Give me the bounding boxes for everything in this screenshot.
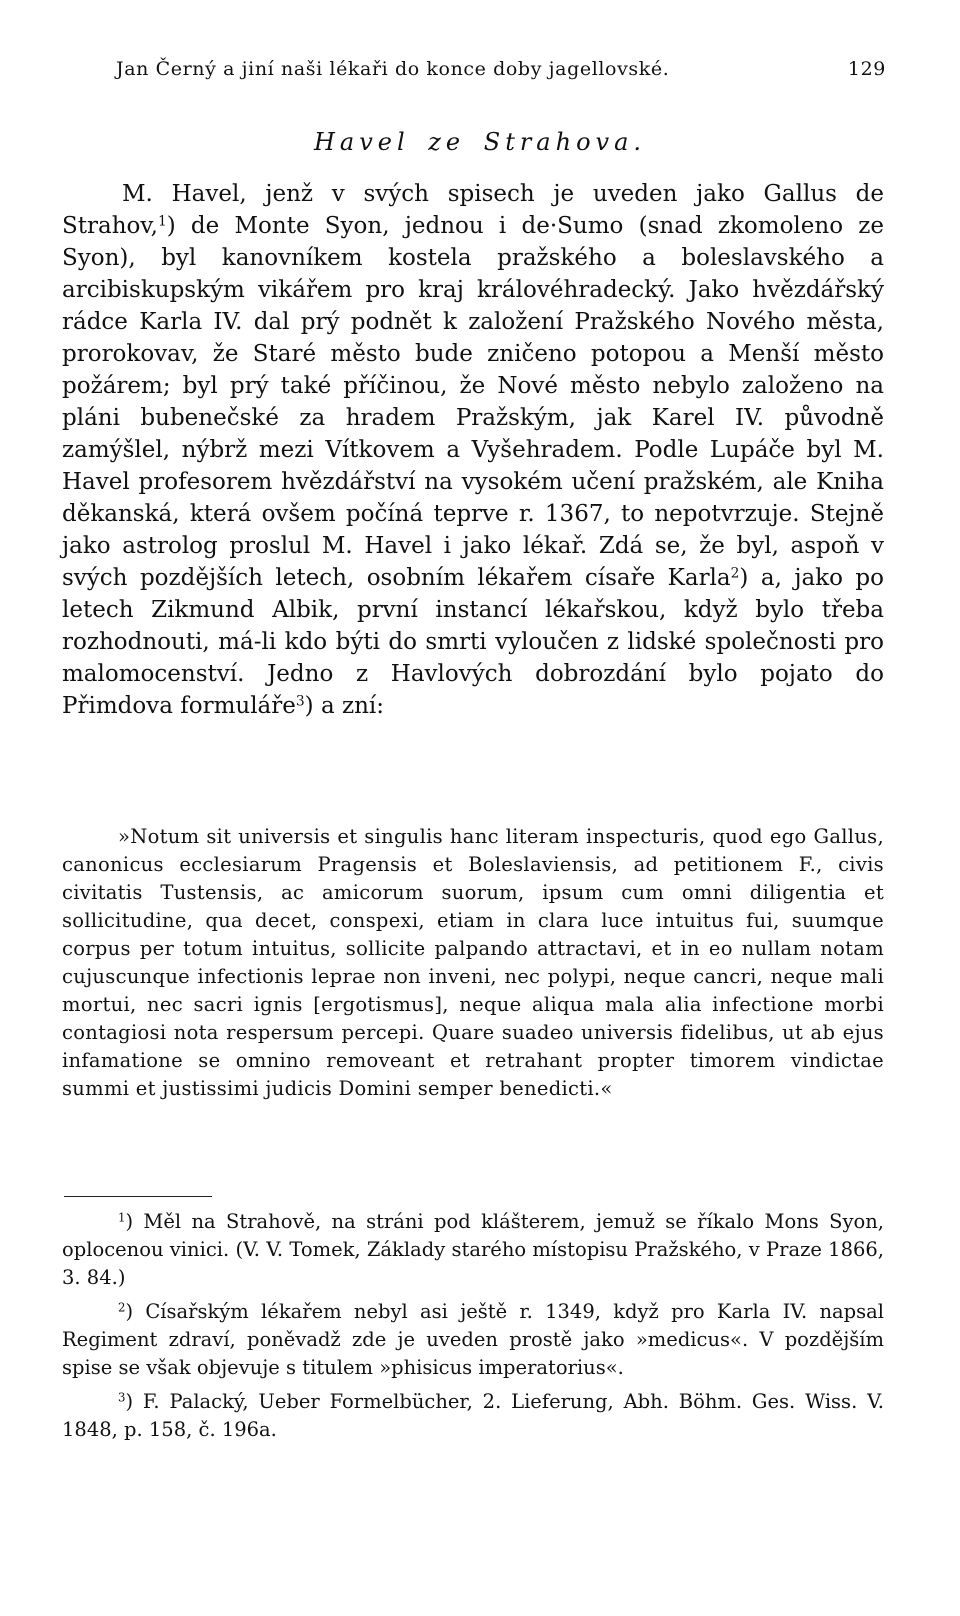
footnote-marker: 3 [118,1390,126,1405]
section-title: Havel ze Strahova. [313,128,647,156]
footnote-ref-3: 3 [295,693,305,710]
footnote-ref-1: 1 [157,213,167,230]
page-number: 129 [847,58,886,80]
footnote-text: ) Císařským lékařem nebyl asi ještě r. 1349, když pro Karla IV. napsal Regiment zdraví, poněvadž zde je uveden prostě jako »medicus«. V pozdějším spise se však objevuje s titulem »phisicus imperatorius«. [62,1300,884,1379]
body-paragraph [62,178,884,722]
running-head-title: Jan Černý a jiní naši lékaři do konce doby jagellovské. [116,58,670,80]
footnote-ref-2: 2 [730,565,740,582]
footnotes [62,1208,884,1450]
body-text-part: ) a zní: [304,693,384,719]
body-text-part: ) de Monte Syon, jednou i de·Sumo (snad zkomoleno ze Syon), byl kanovníkem kostela pražského a boleslavského a arcibiskupským vikářem pro kraj královéhradecký. Jako hvězdářský rádce Karla IV. dal prý podnět k založení Pražského Nového města, prorokovav, že Staré město bude zničeno potopou a Menší město požárem; byl prý také příčinou, že Nové město nebylo založeno na pláni bubenečské za hradem Pražským, jak Karel IV. původně zamýšlel, nýbrž mezi Vítkovem a Vyšehradem. Podle Lupáče byl M. Havel profesorem hvězdářství na vysokém učení pražském, ale Kniha děkanská, která ovšem počíná teprve r. 1367, to nepotvrzuje. Stejně jako astrolog proslul M. Havel i jako lékař. Zdá se, že byl, aspoň v svých pozdějších letech, osobním lékařem císaře Karla [62,213,884,591]
footnote-text: ) F. Palacký, Ueber Formelbücher, 2. Lieferung, Abh. Böhm. Ges. Wiss. V. 1848, p. 158, č. 196a. [62,1390,884,1441]
main-text [62,178,884,722]
footnote-2 [62,1298,884,1382]
body-text-part: ) a, jako po letech Zikmund Albik, první instancí lékařskou, když bylo třeba rozhodnouti, má-li kdo býti do smrti vyloučen z lidské společnosti pro malomocenství. Jedno z Havlových dobrozdání bylo pojato do Přimdova formuláře [62,565,884,719]
footnote-divider [64,1196,212,1197]
footnote-3 [62,1388,884,1444]
footnote-marker: 2 [118,1300,126,1315]
footnote-1 [62,1208,884,1292]
quotation-text: »Notum sit universis et singulis hanc literam inspecturis, quod ego Gallus, canonicus ecclesiarum Pragensis et Boleslaviensis, ad petitionem F., civis civitatis Tustensis, ac amicorum suorum, ipsum cum omni diligentia et sollicitudine, qua decet, conspexi, etiam in clara luce intuitus fui, suumque corpus per totum intuitus, sollicite palpando attractavi, et in eo nullam notam cujuscunque infectionis leprae non inveni, nec polypi, neque cancri, neque mali mortui, nec sacri ignis [ergotismus], neque aliqua mala alia infectione morbi contagiosi nota respersum percepi. Quare suadeo universis fidelibus, ut ab ejus infamatione se omnino removeant et retrahant propter timorem vindictae summi et justissimi judicis Domini semper benedicti.« [62,825,884,1100]
body-text-part: M. Havel, jenž v svých spisech je uveden jako Gallus de Strahov, [62,181,884,239]
latin-quotation [62,823,884,1103]
footnote-marker: 1 [118,1210,126,1225]
footnote-text: ) Měl na Strahově, na stráni pod klášterem, jemuž se říkalo Mons Syon, oplocenou vinici. (V. V. Tomek, Základy starého místopisu Pražského, v Praze 1866, 3. 84.) [62,1210,884,1289]
